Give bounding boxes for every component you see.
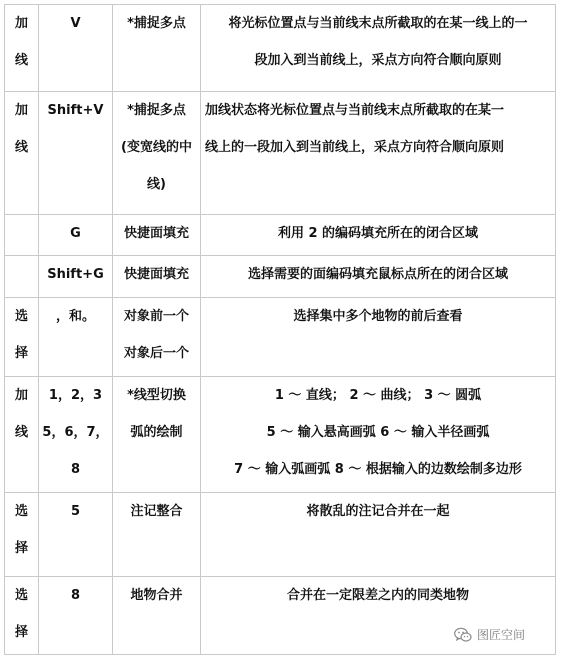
table-row [5,377,556,493]
category-cell [5,215,39,256]
wechat-icon [454,627,472,643]
category-cell [5,256,39,298]
table-row [5,298,556,377]
function-cell: 快捷面填充 [113,215,201,256]
function-cell: 对象前一个 对象后一个 [113,298,201,377]
shortcut-table [4,4,556,655]
description-cell: 选择需要的面编码填充鼠标点所在的闭合区域 [201,256,556,298]
description-cell: 选择集中多个地物的前后查看 [201,298,556,377]
description-cell: 加线状态将光标位置点与当前线末点所截取的在某一 线上的一段加入到当前线上，采点方向符合顺向原则 [201,92,556,215]
table-row [5,256,556,298]
description-cell: 将散乱的注记合并在一起 [201,493,556,577]
description-cell: 合并在一定限差之内的同类地物 [201,577,556,655]
category-cell: 加 线 [5,92,39,215]
shortcut-key-cell: G [39,215,113,256]
category-cell: 选 择 [5,298,39,377]
description-cell: 将光标位置点与当前线末点所截取的在某一线上的一 段加入到当前线上，采点方向符合顺向原则 [201,5,556,92]
shortcut-key-cell: Shift+G [39,256,113,298]
shortcut-key-cell: V [39,5,113,92]
table-row [5,493,556,577]
function-cell: *捕捉多点 [113,5,201,92]
watermark [454,626,525,643]
shortcut-key-cell: 1，2，3 5，6，7， 8 [39,377,113,493]
category-cell: 加 线 [5,5,39,92]
description-cell: 利用 2 的编码填充所在的闭合区域 [201,215,556,256]
description-cell: 1 ～ 直线； 2 ～ 曲线； 3 ～ 圆弧 5 ～ 输入悬高画弧 6 ～ 输入半径画弧 7 ～ 输入弧画弧 8 ～ 根据输入的边数绘制多边形 [201,377,556,493]
function-cell: *捕捉多点 (变宽线的中 线) [113,92,201,215]
shortcut-key-cell: ，和。 [39,298,113,377]
watermark-text: 图匠空间 [477,628,526,642]
table-row [5,5,556,92]
function-cell: 注记整合 [113,493,201,577]
category-cell: 选 择 [5,493,39,577]
function-cell: 快捷面填充 [113,256,201,298]
shortcut-key-cell: Shift+V [39,92,113,215]
shortcut-key-cell: 5 [39,493,113,577]
shortcut-key-cell: 8 [39,577,113,655]
category-cell: 选 择 [5,577,39,655]
category-cell: 加 线 [5,377,39,493]
table-row [5,92,556,215]
function-cell: *线型切换 弧的绘制 [113,377,201,493]
function-cell: 地物合并 [113,577,201,655]
table-row [5,215,556,256]
